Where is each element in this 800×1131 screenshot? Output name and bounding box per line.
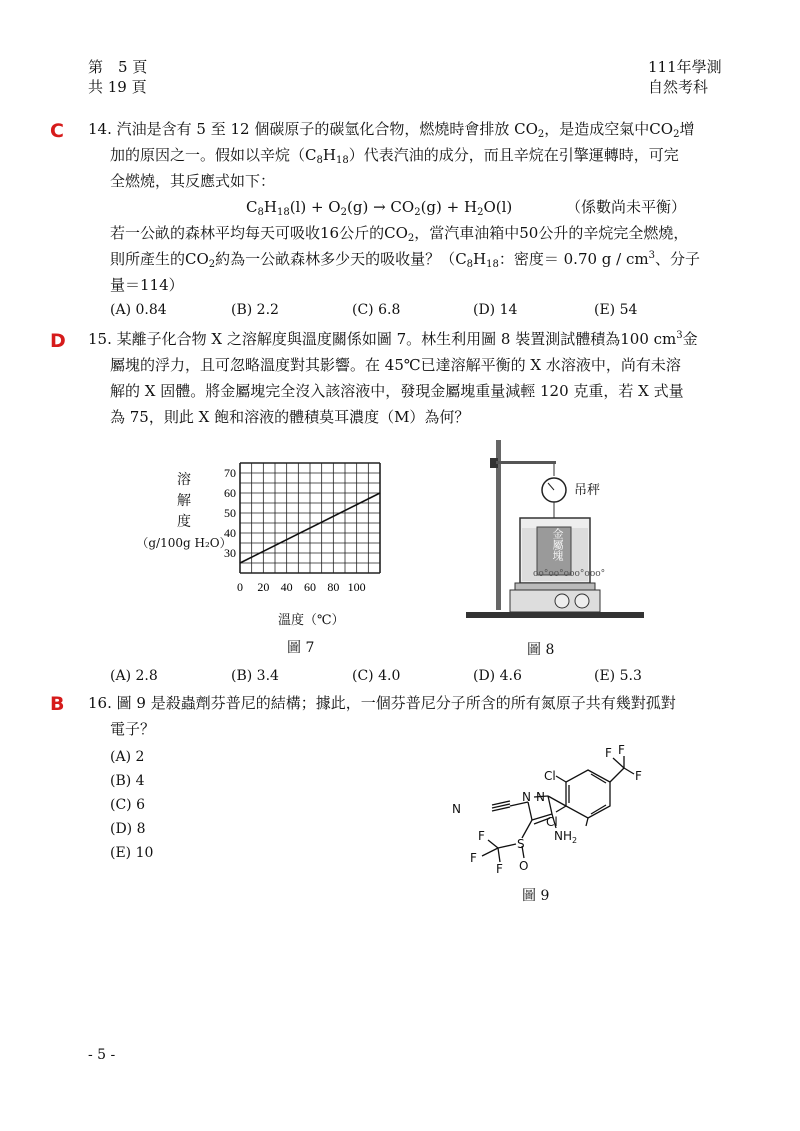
bonds: [482, 756, 634, 862]
x-tick-label: 20: [257, 580, 270, 594]
x-tick-label: 0: [237, 580, 243, 594]
q16-answer: B: [50, 693, 65, 715]
block-label: 金屬塊: [551, 528, 564, 561]
fig7-ylabel: 溶 解 度 （g/100g H₂O）: [136, 472, 232, 550]
atom-s: S: [517, 837, 525, 851]
y-tick-label: 50: [224, 506, 236, 520]
q15-line4: 為 75，則此 X 飽和溶液的體積莫耳濃度（M）為何？: [110, 408, 470, 426]
q16-option-a: (A) 2: [110, 749, 145, 765]
undissolved-solid: oo°oo°ooo°ooo°: [533, 569, 606, 579]
q15-answer: D: [50, 330, 66, 352]
q14-answer: C: [50, 120, 64, 142]
hotplate-top: [515, 583, 595, 590]
atom-cl-top: Cl: [544, 769, 556, 783]
scale-label: 吊秤: [574, 483, 601, 498]
q15-line2: 屬塊的浮力，且可忽略溫度對其影響。在 45℃已達溶解平衡的 X 水溶液中，尚有未溶: [110, 356, 681, 374]
atom-o: O: [519, 859, 529, 873]
fig9-caption: 圖 9: [522, 888, 550, 904]
page-number: 第 5 頁: [88, 58, 148, 76]
q16-options: [110, 745, 153, 865]
q15-option-e: (E) 5.3: [594, 668, 642, 684]
q14-option-d: (D) 14: [473, 302, 518, 318]
q14-line1: 14. 汽油是含有 5 至 12 個碳原子的碳氫化合物，燃燒時會排放 $CO_2$，是造成空氣中$CO_2$增: [88, 120, 695, 140]
q14-option-b: (B) 2.2: [231, 302, 279, 318]
atom-f3: F: [605, 746, 612, 760]
y-tick-label: 30: [224, 546, 236, 560]
stand-arm: [496, 461, 556, 464]
q14-option-c: (C) 6.8: [352, 302, 401, 318]
stand-base: [466, 612, 644, 618]
atom-n1: N: [522, 790, 531, 804]
q14-line2: 加的原因之一。假如以辛烷$(C_8H_{18})$代表汽油的成分，而且辛烷在引擎運轉時，可完: [110, 146, 679, 166]
fig8-caption: 圖 8: [527, 642, 555, 658]
y-tick-label: 40: [224, 526, 236, 540]
atom-f5: F: [470, 851, 477, 865]
equation-note: （係數尚未平衡）: [566, 198, 687, 216]
q15-option-d: (D) 4.6: [473, 668, 522, 684]
chart-grid: [240, 463, 380, 573]
q14-option-a: (A) 0.84: [110, 302, 167, 318]
x-tick-label: 60: [304, 580, 316, 594]
q14-line4: 若一公畝的森林平均每天可吸收16公斤的$CO_2$，當汽車油箱中50公升的辛烷完全燃燒，: [110, 224, 689, 244]
fig7-xlabel: 溫度（℃）: [278, 613, 345, 628]
footer-page-number: - 5 -: [88, 1047, 116, 1063]
fig9-structure: [448, 740, 648, 875]
q14-option-e: (E) 54: [594, 302, 638, 318]
q16-line1: 16. 圖 9 是殺蟲劑芬普尼的結構；據此，一個芬普尼分子所含的所有氮原子共有幾對孤對: [88, 694, 676, 712]
total-pages: 共 19 頁: [88, 78, 147, 96]
q16-option-e: (E) 10: [110, 845, 154, 861]
fig7-caption: 圖 7: [287, 640, 315, 656]
exam-subject: 自然考科: [648, 78, 709, 96]
atom-f4: F: [478, 829, 485, 843]
atom-nh2: $NH_2$: [554, 829, 578, 845]
atom-f2: F: [635, 769, 642, 783]
chart-y-ticks: [224, 466, 236, 560]
knob-left: [555, 594, 569, 608]
x-tick-label: 80: [327, 580, 340, 594]
q16-option-d: (D) 8: [110, 821, 146, 837]
q15-option-c: (C) 4.0: [352, 668, 401, 684]
x-tick-label: 100: [347, 580, 366, 594]
q16-option-c: (C) 6: [110, 797, 145, 813]
knob-right: [575, 594, 589, 608]
q16-line2: 電子？: [110, 720, 156, 738]
q16-option-b: (B) 4: [110, 773, 145, 789]
q15-line3: 解的 X 固體。將金屬塊完全沒入該溶液中，發現金屬塊重量減輕 120 克重，若 X 式量: [110, 382, 684, 400]
q14-line5: 則所產生的$CO_2$約為一公畝森林多少天的吸收量？（$C_8H_{18}$：密度＝ 0.70 g / $cm^3$、分子: [110, 250, 701, 270]
q14-line3: 全燃燒，其反應式如下：: [110, 172, 276, 190]
fig7-chart: [200, 455, 400, 635]
reaction-equation: $C_8H_{18}(l) + O_2(g) \to CO_2(g) + H_2O(l)$: [246, 198, 513, 218]
y-tick-label: 70: [224, 466, 236, 480]
y-tick-label: 60: [224, 486, 236, 500]
q15-option-b: (B) 3.4: [231, 668, 279, 684]
q14-line6: 量＝114）: [110, 276, 184, 294]
atom-n-nitrile: N: [452, 802, 461, 816]
x-tick-label: 40: [280, 580, 293, 594]
chart-x-ticks: [237, 580, 366, 594]
q15-line1: 15. 某離子化合物 X 之溶解度與溫度關係如圖 7。林生利用圖 8 裝置測試體積為100 $cm^3$金: [88, 330, 698, 348]
atom-n2: N: [536, 790, 545, 804]
exam-title: 111年學測: [648, 58, 722, 76]
q15-option-a: (A) 2.8: [110, 668, 158, 684]
atom-f6: F: [496, 862, 503, 875]
atom-cl-bottom: Cl: [546, 815, 558, 829]
atom-f1: F: [618, 743, 625, 757]
